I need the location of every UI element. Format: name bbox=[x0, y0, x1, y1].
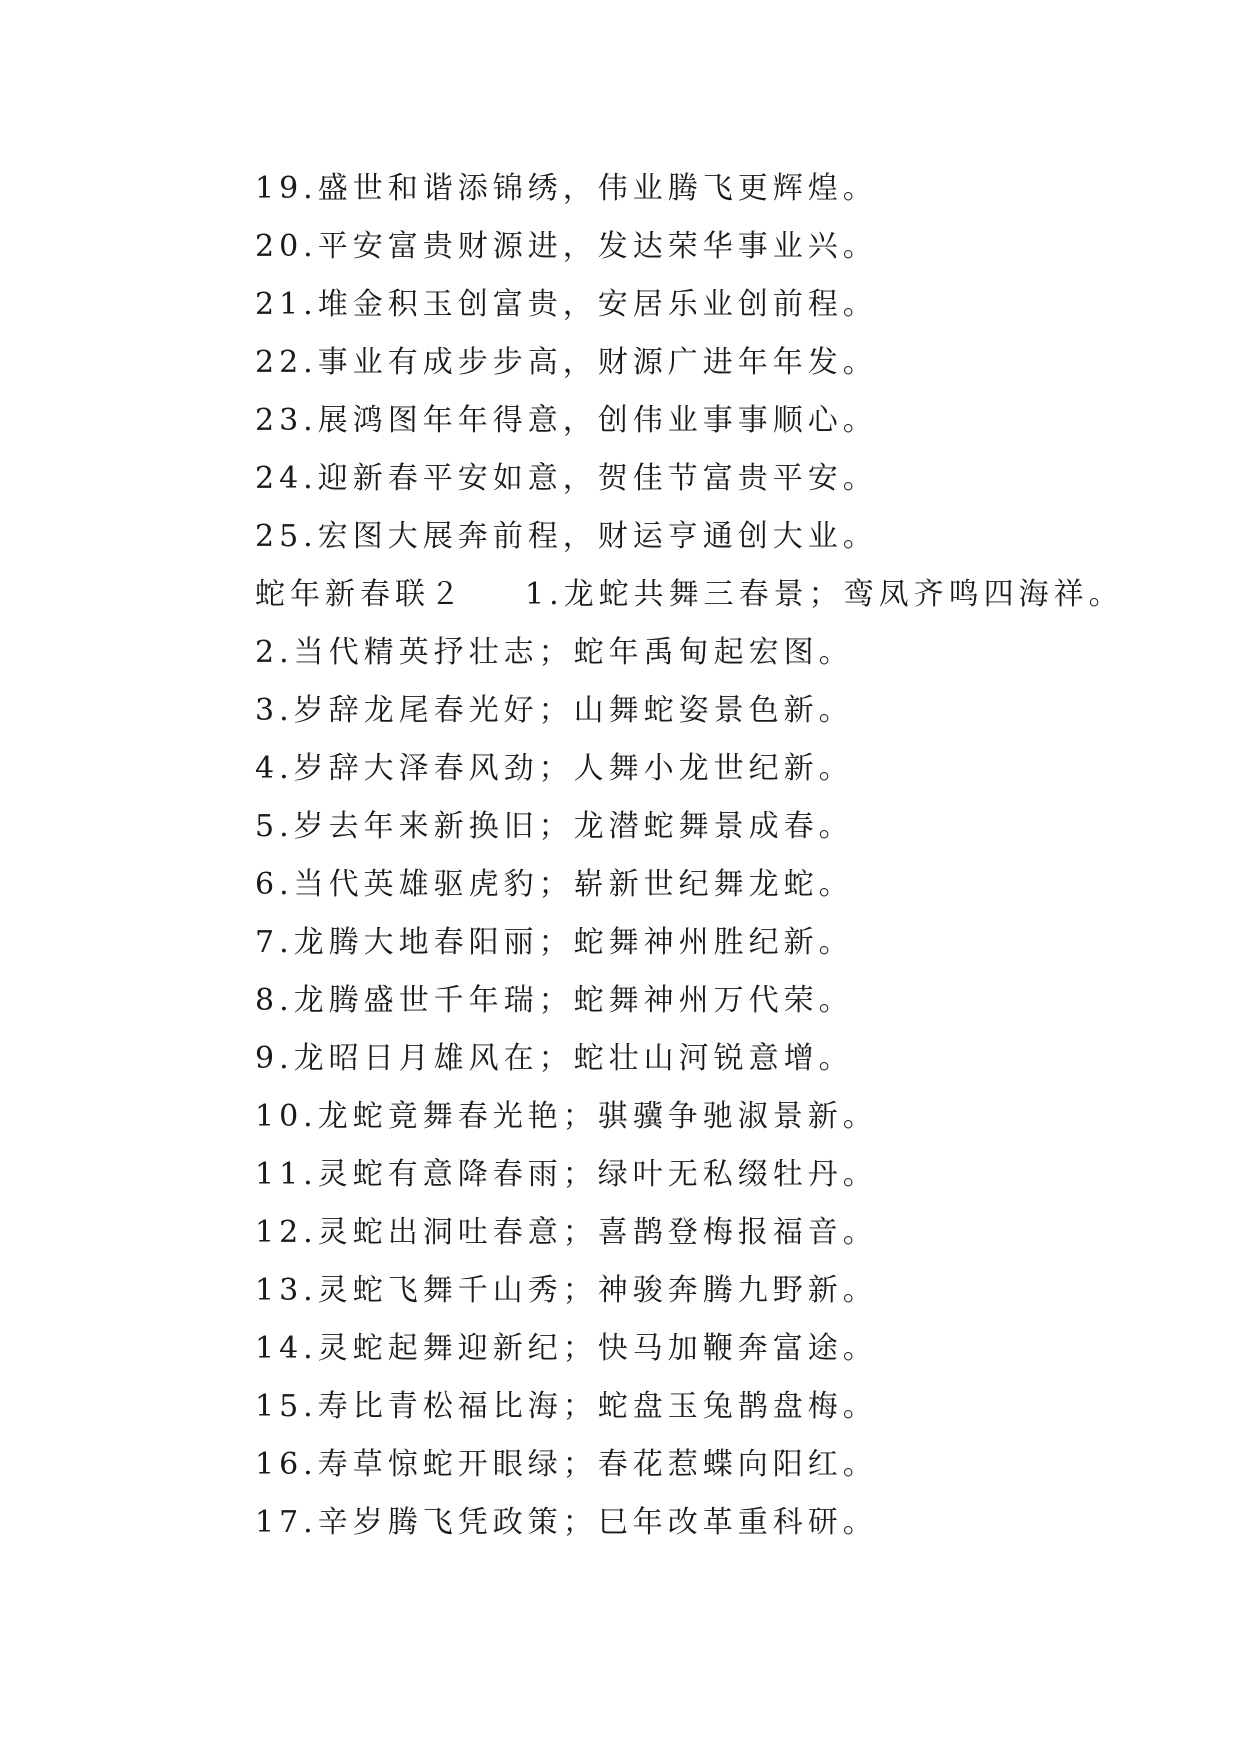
couplet-line: 8.龙腾盛世千年瑞；蛇舞神州万代荣。 bbox=[255, 983, 854, 1018]
couplet-line: 20.平安富贵财源进，发达荣华事业兴。 bbox=[255, 229, 878, 264]
document-page bbox=[255, 160, 1155, 1552]
couplet-line: 21.堆金积玉创富贵，安居乐业创前程。 bbox=[255, 287, 878, 322]
couplet-line: 13.灵蛇飞舞千山秀；神骏奔腾九野新。 bbox=[255, 1273, 878, 1308]
couplet-line: 25.宏图大展奔前程，财运亨通创大业。 bbox=[255, 519, 878, 554]
couplet-line: 17.辛岁腾飞凭政策；巳年改革重科研。 bbox=[255, 1505, 878, 1540]
couplet-line: 5.岁去年来新换旧；龙潜蛇舞景成春。 bbox=[255, 809, 854, 844]
section-title: 蛇年新春联２ bbox=[255, 577, 465, 612]
couplet-line: 7.龙腾大地春阳丽；蛇舞神州胜纪新。 bbox=[255, 925, 854, 960]
section-first-item: 1.龙蛇共舞三春景；鸾凤齐鸣四海祥。 bbox=[525, 577, 1124, 612]
couplet-line: 11.灵蛇有意降春雨；绿叶无私缀牡丹。 bbox=[255, 1157, 878, 1192]
couplet-line: 3.岁辞龙尾春光好；山舞蛇姿景色新。 bbox=[255, 693, 854, 728]
couplet-line: 9.龙昭日月雄风在；蛇壮山河锐意增。 bbox=[255, 1041, 854, 1076]
couplet-line: 16.寿草惊蛇开眼绿；春花惹蝶向阳红。 bbox=[255, 1447, 878, 1482]
couplet-list-top bbox=[255, 160, 1155, 566]
couplet-line: 6.当代英雄驱虎豹；崭新世纪舞龙蛇。 bbox=[255, 867, 854, 902]
section-heading-row bbox=[255, 566, 1155, 624]
couplet-line: 14.灵蛇起舞迎新纪；快马加鞭奔富途。 bbox=[255, 1331, 878, 1366]
couplet-line: 22.事业有成步步高，财源广进年年发。 bbox=[255, 345, 878, 380]
couplet-line: 15.寿比青松福比海；蛇盘玉兔鹊盘梅。 bbox=[255, 1389, 878, 1424]
couplet-line: 23.展鸿图年年得意，创伟业事事顺心。 bbox=[255, 403, 878, 438]
couplet-line: 19.盛世和谐添锦绣，伟业腾飞更辉煌。 bbox=[255, 171, 878, 206]
couplet-list-bottom bbox=[255, 624, 1155, 1552]
couplet-line: 12.灵蛇出洞吐春意；喜鹊登梅报福音。 bbox=[255, 1215, 878, 1250]
couplet-line: 24.迎新春平安如意，贺佳节富贵平安。 bbox=[255, 461, 878, 496]
couplet-line: 4.岁辞大泽春风劲；人舞小龙世纪新。 bbox=[255, 751, 854, 786]
couplet-line: 2.当代精英抒壮志；蛇年禹甸起宏图。 bbox=[255, 635, 854, 670]
couplet-line: 10.龙蛇竟舞春光艳；骐骥争驰淑景新。 bbox=[255, 1099, 878, 1134]
